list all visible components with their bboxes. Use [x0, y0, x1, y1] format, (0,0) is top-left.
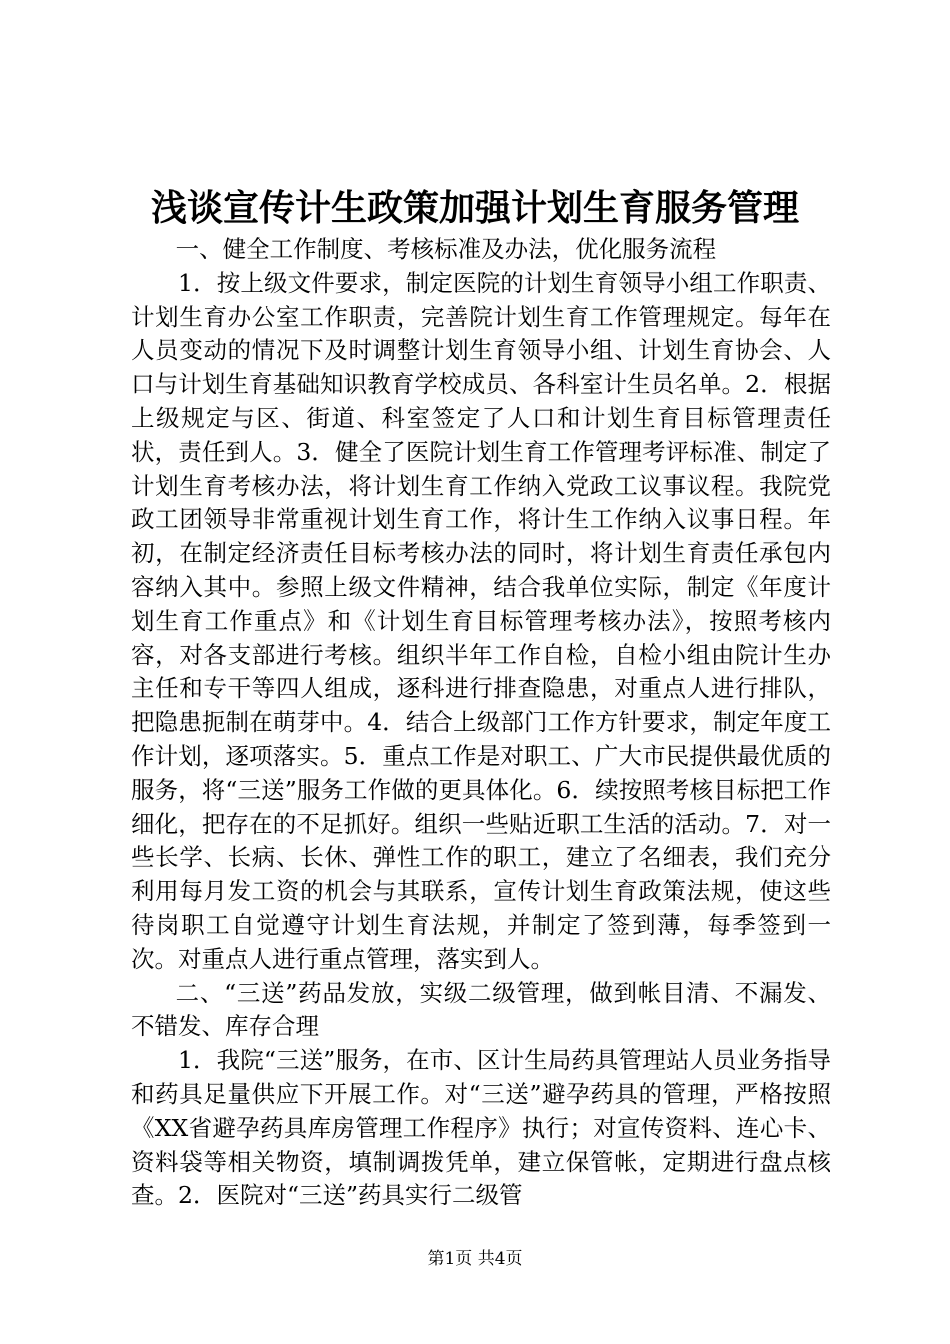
document-body: [131, 233, 831, 1213]
section-heading-1: 一、健全工作制度、考核标准及办法，优化服务流程: [175, 235, 717, 263]
page-footer: 第1页 共4页: [427, 1249, 523, 1269]
document-title: 浅谈宣传计生政策加强计划生育服务管理: [150, 187, 799, 229]
section-heading-2: 二、“三送”药品发放，实级二级管理，做到帐目清、不漏发、不错发、库存合理: [131, 978, 831, 1041]
paragraph-1: 1．按上级文件要求，制定医院的计划生育领导小组工作职责、计划生育办公室工作职责，完善院计划生育工作管理规定。每年在人员变动的情况下及时调整计划生育领导小组、计划生育协会、人口与计划生育基础知识教育学校成员、各科室计生员名单。2．根据上级规定与区、街道、科室签定了人口和计划生育目标管理责任状，责任到人。3．健全了医院计划生育工作管理考评标准、制定了计划生育考核办法，将计划生育工作纳入党政工议事议程。我院党政工团领导非常重视计划生育工作，将计生工作纳入议事日程。年初，在制定经济责任目标考核办法的同时，将计划生育责任承包内容纳入其中。参照上级文件精神，结合我单位实际，制定《年度计划生育工作重点》和《计划生育目标管理考核办法》，按照考核内容，对各支部进行考核。组织半年工作自检，自检小组由院计生办主任和专干等四人组成，逐科进行排查隐患，对重点人进行排队，把隐患扼制在萌芽中。4．结合上级部门工作方针要求，制定年度工作计划，逐项落实。5．重点工作是对职工、广大市民提供最优质的服务，将“三送”服务工作做的更具体化。6．续按照考核目标把工作细化，把存在的不足抓好。组织一些贴近职工生活的活动。7．对一些长学、长病、长休、弹性工作的职工，建立了名细表，我们充分利用每月发工资的机会与其联系，宣传计划生育政策法规，使这些待岗职工自觉遵守计划生育法规，并制定了签到薄，每季签到一次。对重点人进行重点管理，落实到人。: [131, 268, 831, 973]
paragraph-2: 1．我院“三送”服务，在市、区计生局药具管理站人员业务指导和药具足量供应下开展工作。对“三送”避孕药具的管理，严格按照《XX省避孕药具库房管理工作程序》执行；对宣传资料、连心卡、资料袋等相关物资，填制调拨凭单，建立保管帐，定期进行盘点核查。2．医院对“三送”药具实行二级管: [131, 1046, 831, 1210]
